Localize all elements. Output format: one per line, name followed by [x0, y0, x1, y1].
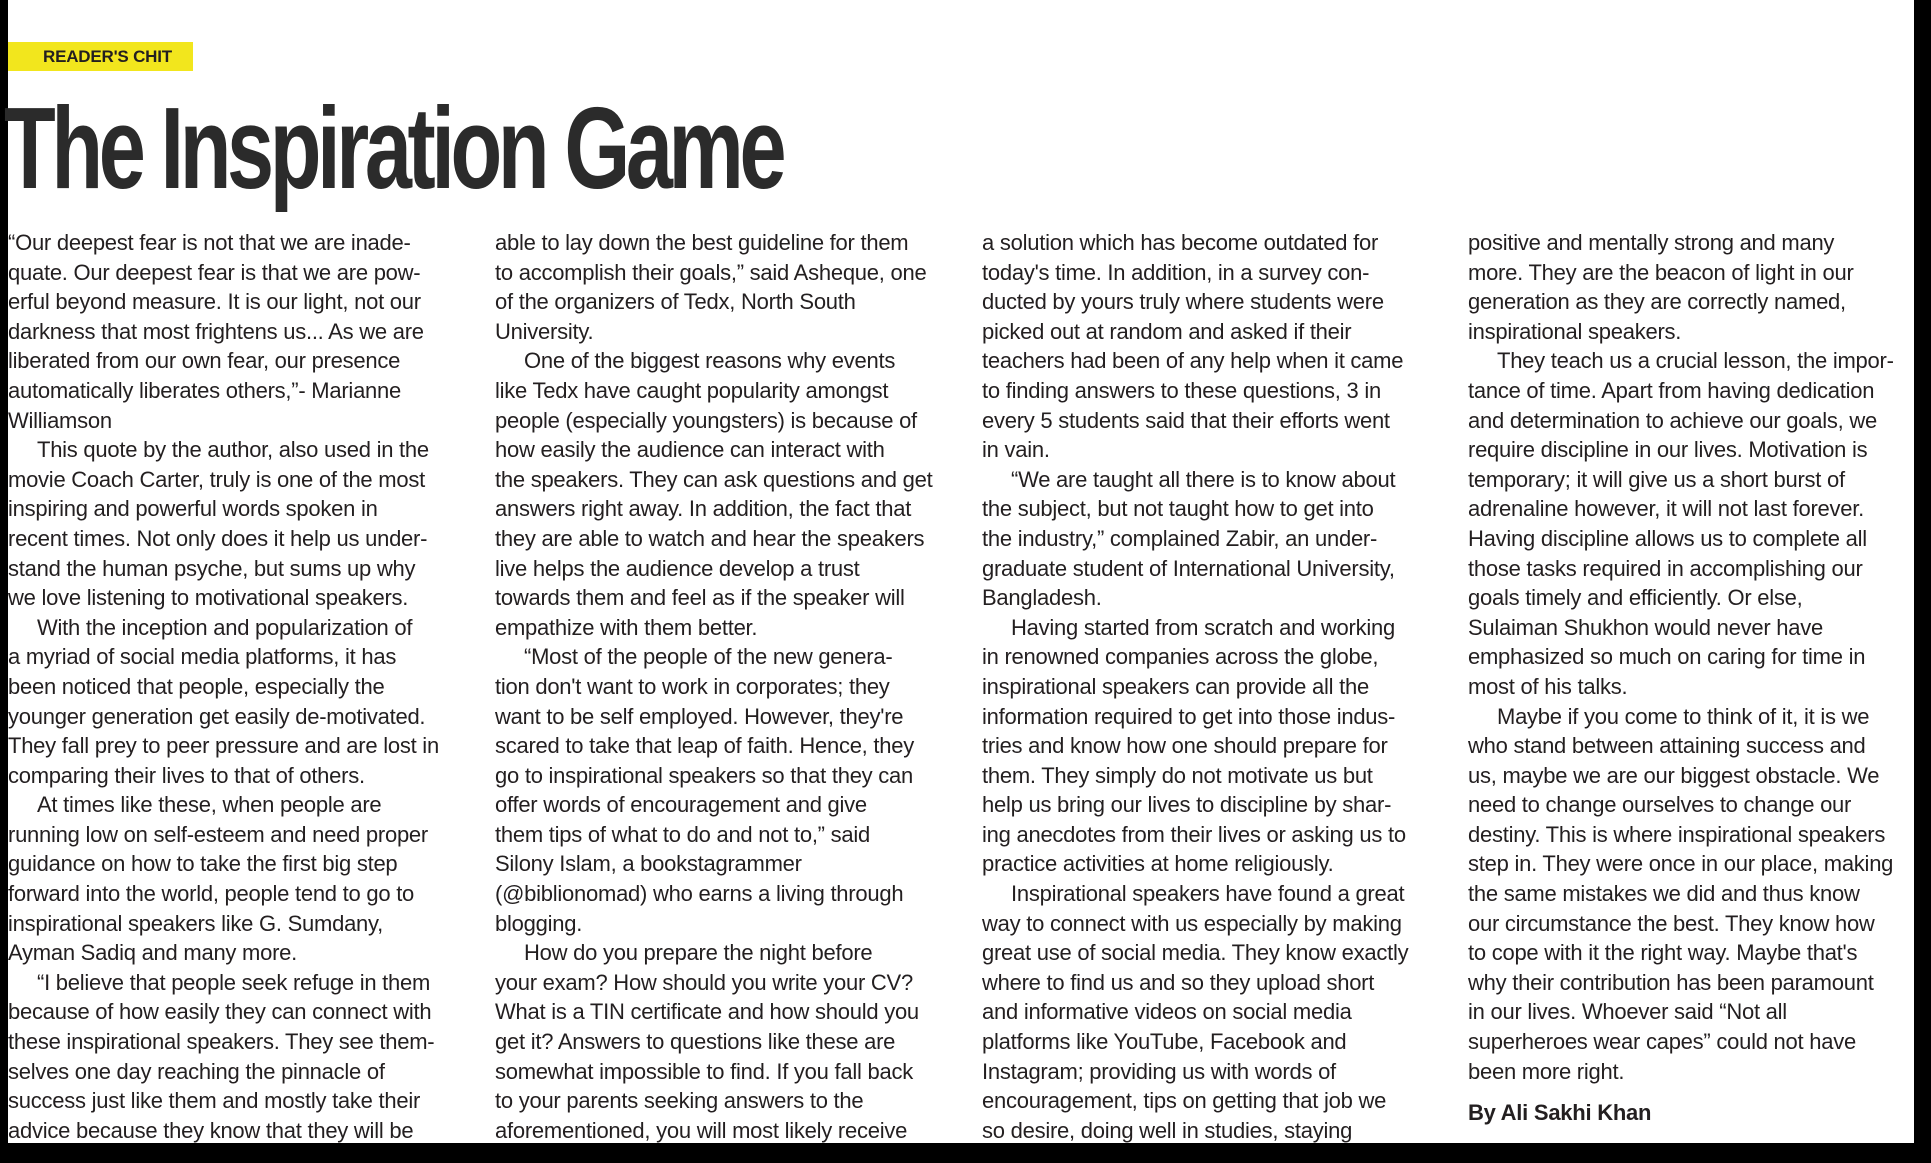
article-line: Having discipline allows us to complete all	[1468, 525, 1867, 551]
article-line: forward into the world, people tend to go to	[8, 881, 415, 907]
article-line: One of the biggest reasons why events	[524, 348, 896, 374]
article-line: why their contribution has been paramount	[1468, 969, 1874, 995]
article-line: movie Coach Carter, truly is one of the most	[8, 466, 425, 492]
article-line: who stand between attaining success and	[1468, 733, 1866, 759]
article-line: picked out at random and asked if their	[982, 318, 1352, 344]
article-line: At times like these, when people are	[37, 792, 382, 818]
article-line: With the inception and popularization of	[37, 614, 413, 640]
article-line: inspirational speakers.	[1468, 318, 1682, 344]
article-line: teachers had been of any help when it came	[982, 348, 1404, 374]
article-line: recent times. Not only does it help us under-	[8, 525, 428, 551]
article-line: Sulaiman Shukhon would never have	[1468, 614, 1823, 640]
article-line: Silony Islam, a bookstagrammer	[495, 851, 802, 877]
article-line: “We are taught all there is to know about	[1011, 466, 1396, 492]
article-line: those tasks required in accomplishing our	[1468, 555, 1863, 581]
article-line: they are able to watch and hear the speakers	[495, 525, 925, 551]
article-line: erful beyond measure. It is our light, not our	[8, 289, 421, 315]
article-line: inspiring and powerful words spoken in	[8, 496, 378, 522]
article-line: Instagram; providing us with words of	[982, 1058, 1336, 1084]
article-line: need to change ourselves to change our	[1468, 792, 1852, 818]
article-line: adrenaline however, it will not last forever.	[1468, 496, 1864, 522]
article-line: people (especially youngsters) is because of	[495, 407, 917, 433]
article-line: way to connect with us especially by making	[982, 910, 1402, 936]
article-line: emphasized so much on caring for time in	[1468, 644, 1866, 670]
article-line: darkness that most frightens us... As we are	[8, 318, 424, 344]
article-column-1	[8, 228, 473, 1145]
article-line: practice activities at home religiously.	[982, 851, 1334, 877]
article-line: Having started from scratch and working	[1011, 614, 1395, 640]
article-line: ducted by yours truly where students were	[982, 289, 1384, 315]
article-line: towards them and feel as if the speaker will	[495, 585, 905, 611]
article-line: information required to get into those indus-	[982, 703, 1396, 729]
section-tag: READER'S CHIT	[8, 42, 193, 71]
article-line: and determination to achieve our goals, we	[1468, 407, 1877, 433]
article-line: Williamson	[8, 407, 112, 433]
article-line: running low on self-esteem and need proper	[8, 821, 428, 847]
article-line: Bangladesh.	[982, 585, 1102, 611]
article-line: in our lives. Whoever said “Not all	[1468, 999, 1787, 1025]
article-line: “I believe that people seek refuge in them	[37, 969, 431, 995]
byline: By Ali Sakhi Khan	[1468, 1100, 1652, 1126]
article-line: tion don't want to work in corporates; they	[495, 673, 890, 699]
article-line: encouragement, tips on getting that job we	[982, 1088, 1387, 1114]
article-line: They teach us a crucial lesson, the impor-	[1497, 348, 1894, 374]
article-line: a myriad of social media platforms, it has	[8, 644, 397, 670]
article-line: generation as they are correctly named,	[1468, 289, 1846, 315]
article-line: “Most of the people of the new genera-	[524, 644, 893, 670]
article-line: today's time. In addition, in a survey con-	[982, 259, 1370, 285]
article-line: the industry,” complained Zabir, an under-	[982, 525, 1378, 551]
article-line: destiny. This is where inspirational speakers	[1468, 821, 1886, 847]
article-line: Maybe if you come to think of it, it is we	[1497, 703, 1870, 729]
article-line: tance of time. Apart from having dedication	[1468, 377, 1875, 403]
article-line: goals timely and efficiently. Or else,	[1468, 585, 1803, 611]
article-line: How do you prepare the night before	[524, 940, 873, 966]
article-line: University.	[495, 318, 594, 344]
article-line: them tips of what to do and not to,” said	[495, 821, 870, 847]
article-line: to cope with it the right way. Maybe that's	[1468, 940, 1858, 966]
article-line: superheroes wear capes” could not have	[1468, 1029, 1856, 1055]
article-line: tries and know how one should prepare for	[982, 733, 1388, 759]
article-line: the speakers. They can ask questions and get	[495, 466, 933, 492]
article-line: aforementioned, you will most likely receive	[495, 1117, 908, 1143]
article-line: great use of social media. They know exactly	[982, 940, 1409, 966]
article-line: inspirational speakers can provide all the	[982, 673, 1369, 699]
article-line: (@biblionomad) who earns a living through	[495, 881, 904, 907]
article-line: most of his talks.	[1468, 673, 1628, 699]
article-line: guidance on how to take the first big step	[8, 851, 398, 877]
article-line: quate. Our deepest fear is that we are pow-	[8, 259, 421, 285]
article-line: to your parents seeking answers to the	[495, 1088, 864, 1114]
article-line: blogging.	[495, 910, 583, 936]
article-line: step in. They were once in our place, making	[1468, 851, 1894, 877]
article-line: somewhat impossible to find. If you fall back	[495, 1058, 913, 1084]
article-line: temporary; it will give us a short burst of	[1468, 466, 1845, 492]
article-line: They fall prey to peer pressure and are lost in	[8, 733, 439, 759]
article-line: live helps the audience develop a trust	[495, 555, 860, 581]
article-line: answers right away. In addition, the fact that	[495, 496, 912, 522]
article-line: us, maybe we are our biggest obstacle. We	[1468, 762, 1880, 788]
article-line: offer words of encouragement and give	[495, 792, 867, 818]
article-line: the same mistakes we did and thus know	[1468, 881, 1860, 907]
headline: The Inspiration Game	[4, 83, 783, 213]
article-line: What is a TIN certificate and how should you	[495, 999, 919, 1025]
article-line: them. They simply do not motivate us but	[982, 762, 1373, 788]
article-line: so desire, doing well in studies, staying	[982, 1117, 1353, 1143]
article-line: every 5 students said that their efforts went	[982, 407, 1390, 433]
article-line: to finding answers to these questions, 3 in	[982, 377, 1381, 403]
article-line: success just like them and mostly take their	[8, 1088, 421, 1114]
article-line: and informative videos on social media	[982, 999, 1352, 1025]
article-line: liberated from our own fear, our presence	[8, 348, 401, 374]
article-line: because of how easily they can connect with	[8, 999, 432, 1025]
article-line: scared to take that leap of faith. Hence, they	[495, 733, 914, 759]
article-line: Ayman Sadiq and many more.	[8, 940, 298, 966]
article-line: “Our deepest fear is not that we are inade-	[8, 230, 411, 255]
article-line: inspirational speakers like G. Sumdany,	[8, 910, 384, 936]
article-line: advice because they know that they will be	[8, 1117, 414, 1143]
article-line: comparing their lives to that of others.	[8, 762, 365, 788]
article-line: of the organizers of Tedx, North South	[495, 289, 856, 315]
article-line: in renowned companies across the globe,	[982, 644, 1379, 670]
article-line: automatically liberates others,”- Marianne	[8, 377, 402, 403]
article-line: a solution which has become outdated for	[982, 230, 1379, 255]
article-line: younger generation get easily de-motivated.	[8, 703, 426, 729]
article-line: get it? Answers to questions like these are	[495, 1029, 896, 1055]
article-line: empathize with them better.	[495, 614, 758, 640]
article-line: we love listening to motivational speakers.	[8, 585, 409, 611]
article-line: been noticed that people, especially the	[8, 673, 385, 699]
article-line: these inspirational speakers. They see them-	[8, 1029, 435, 1055]
article-column-4	[1468, 228, 1931, 1128]
article-line: the subject, but not taught how to get into	[982, 496, 1374, 522]
article-line: stand the human psyche, but sums up why	[8, 555, 416, 581]
article-line: platforms like YouTube, Facebook and	[982, 1029, 1347, 1055]
article-line: ing anecdotes from their lives or asking us to	[982, 821, 1406, 847]
article-line: This quote by the author, also used in the	[37, 437, 429, 463]
bottom-border	[0, 1143, 1931, 1163]
article-line: go to inspirational speakers so that they can	[495, 762, 914, 788]
article-line: require discipline in our lives. Motivation is	[1468, 437, 1868, 463]
article-line: our circumstance the best. They know how	[1468, 910, 1875, 936]
article-line: more. They are the beacon of light in our	[1468, 259, 1854, 285]
article-line: how easily the audience can interact with	[495, 437, 885, 463]
article-line: graduate student of International University,	[982, 555, 1395, 581]
article-line: where to find us and so they upload short	[982, 969, 1375, 995]
article-line: been more right.	[1468, 1058, 1625, 1084]
article-line: selves one day reaching the pinnacle of	[8, 1058, 385, 1084]
article-column-3	[982, 228, 1447, 1145]
article-line: to accomplish their goals,” said Asheque, one	[495, 259, 927, 285]
article-line: like Tedx have caught popularity amongst	[495, 377, 889, 403]
article-line: in vain.	[982, 437, 1050, 463]
article-column-2	[495, 228, 960, 1145]
article-line: Inspirational speakers have found a great	[1011, 881, 1405, 907]
article-line: your exam? How should you write your CV?	[495, 969, 913, 995]
article-line: help us bring our lives to discipline by shar-	[982, 792, 1392, 818]
article-line: want to be self employed. However, they're	[495, 703, 904, 729]
article-line: able to lay down the best guideline for them	[495, 230, 909, 255]
article-line: positive and mentally strong and many	[1468, 230, 1835, 255]
